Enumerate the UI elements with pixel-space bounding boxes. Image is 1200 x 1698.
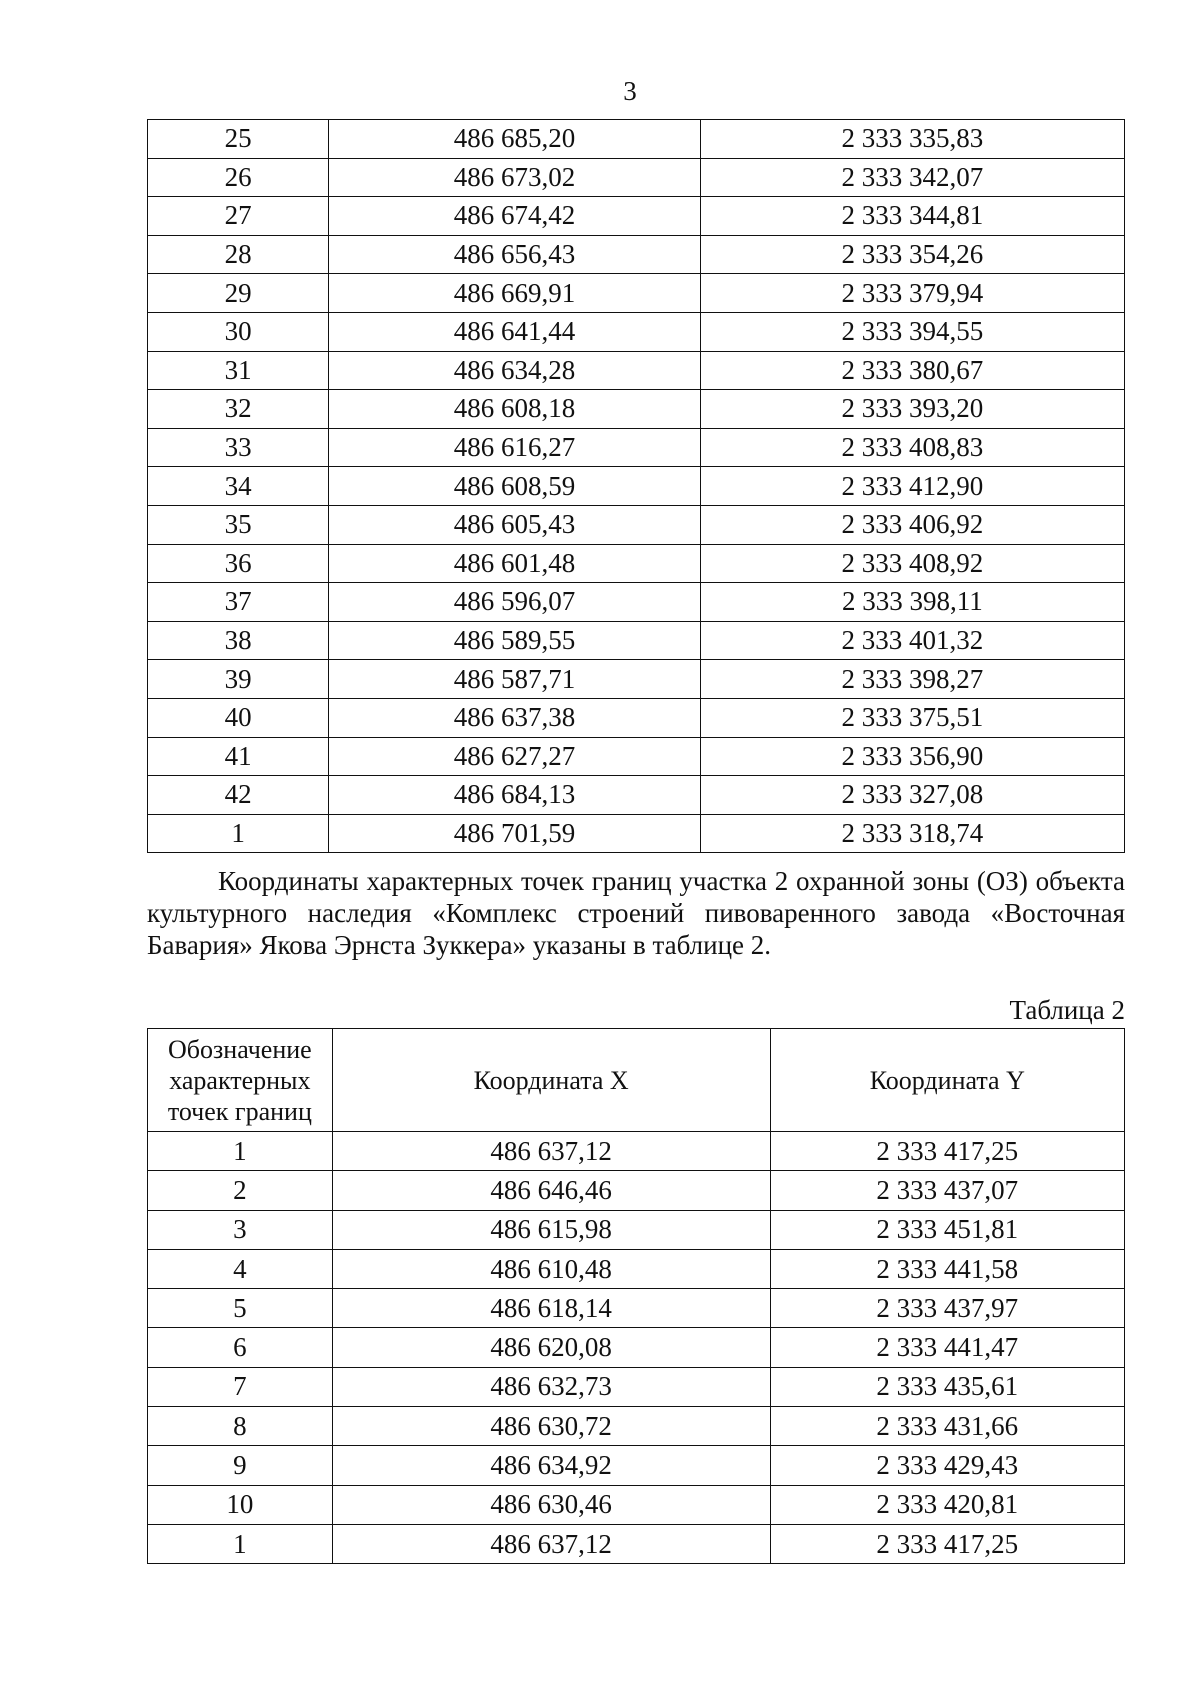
coordinate-y-cell: 2 333 398,11 [700,583,1124,622]
coordinate-x-cell: 486 605,43 [329,505,701,544]
point-number-cell: 30 [148,312,329,351]
table-row [148,660,1125,699]
coordinate-x-cell: 486 608,59 [329,467,701,506]
coordinate-x-cell: 486 630,46 [332,1485,770,1524]
coordinate-y-cell: 2 333 342,07 [700,158,1124,197]
coordinate-x-cell: 486 634,92 [332,1446,770,1485]
point-number-cell: 27 [148,197,329,236]
coordinate-y-cell: 2 333 344,81 [700,197,1124,236]
table-row [148,1407,1125,1446]
coordinates-table-1 [147,119,1125,853]
coordinate-x-cell: 486 608,18 [329,390,701,429]
coordinate-y-cell: 2 333 408,92 [700,544,1124,583]
table-row [148,351,1125,390]
coordinate-y-cell: 2 333 327,08 [700,776,1124,815]
point-number-cell: 10 [148,1485,333,1524]
table-row [148,776,1125,815]
coordinates-table-1-body [148,120,1125,853]
table-row [148,467,1125,506]
coordinate-y-cell: 2 333 412,90 [700,467,1124,506]
table-row [148,1132,1125,1171]
table-row [148,737,1125,776]
table-row [148,583,1125,622]
coordinate-y-cell: 2 333 431,66 [770,1407,1124,1446]
description-paragraph: Координаты характерных точек границ участка 2 охранной зоны (ОЗ) объекта культурного наследия «Комплекс строений пивоваренного завода «Восточная Бавария» Якова Эрнста Зуккера» указаны в таблице 2. [147,866,1125,960]
coordinate-x-cell: 486 618,14 [332,1289,770,1328]
coordinate-y-cell: 2 333 394,55 [700,312,1124,351]
header-coordinate-x: Координата X [332,1029,770,1132]
table-row [148,390,1125,429]
coordinate-y-cell: 2 333 335,83 [700,120,1124,159]
coordinate-y-cell: 2 333 429,43 [770,1446,1124,1485]
point-number-cell: 36 [148,544,329,583]
coordinate-y-cell: 2 333 318,74 [700,814,1124,853]
coordinate-x-cell: 486 601,48 [329,544,701,583]
table-row [148,698,1125,737]
point-number-cell: 8 [148,1407,333,1446]
coordinate-x-cell: 486 596,07 [329,583,701,622]
coordinate-x-cell: 486 684,13 [329,776,701,815]
coordinate-y-cell: 2 333 420,81 [770,1485,1124,1524]
coordinates-table-2 [147,1028,1125,1564]
coordinate-x-cell: 486 637,12 [332,1524,770,1563]
coordinate-y-cell: 2 333 379,94 [700,274,1124,313]
point-number-cell: 3 [148,1210,333,1249]
coordinate-x-cell: 486 620,08 [332,1328,770,1367]
coordinate-y-cell: 2 333 406,92 [700,505,1124,544]
point-number-cell: 41 [148,737,329,776]
table-row [148,1171,1125,1210]
coordinate-x-cell: 486 610,48 [332,1249,770,1288]
point-number-cell: 37 [148,583,329,622]
coordinate-x-cell: 486 669,91 [329,274,701,313]
coordinate-x-cell: 486 656,43 [329,235,701,274]
table-row [148,1485,1125,1524]
coordinate-y-cell: 2 333 451,81 [770,1210,1124,1249]
point-number-cell: 9 [148,1446,333,1485]
coordinate-y-cell: 2 333 441,47 [770,1328,1124,1367]
coordinate-y-cell: 2 333 380,67 [700,351,1124,390]
table-row [148,120,1125,159]
coordinate-x-cell: 486 627,27 [329,737,701,776]
table-row [148,1367,1125,1406]
table-row [148,428,1125,467]
coordinate-x-cell: 486 673,02 [329,158,701,197]
point-number-cell: 25 [148,120,329,159]
table-row [148,1249,1125,1288]
table-row [148,621,1125,660]
coordinate-x-cell: 486 589,55 [329,621,701,660]
point-number-cell: 2 [148,1171,333,1210]
point-number-cell: 6 [148,1328,333,1367]
table-row [148,197,1125,236]
point-number-cell: 29 [148,274,329,313]
coordinates-table-2-header [148,1029,1125,1132]
point-number-cell: 4 [148,1249,333,1288]
point-number-cell: 1 [148,814,329,853]
coordinate-x-cell: 486 641,44 [329,312,701,351]
coordinate-y-cell: 2 333 401,32 [700,621,1124,660]
table-row [148,235,1125,274]
page-number: 3 [623,76,637,106]
coordinate-y-cell: 2 333 441,58 [770,1249,1124,1288]
coordinate-y-cell: 2 333 393,20 [700,390,1124,429]
point-number-cell: 40 [148,698,329,737]
coordinate-x-cell: 486 630,72 [332,1407,770,1446]
coordinate-y-cell: 2 333 417,25 [770,1524,1124,1563]
coordinate-x-cell: 486 587,71 [329,660,701,699]
coordinate-y-cell: 2 333 408,83 [700,428,1124,467]
table-2-caption: Таблица 2 [1009,995,1125,1025]
coordinate-y-cell: 2 333 417,25 [770,1132,1124,1171]
table-header-row [148,1029,1125,1132]
table-row [148,312,1125,351]
table-row [148,544,1125,583]
point-number-cell: 34 [148,467,329,506]
coordinate-y-cell: 2 333 375,51 [700,698,1124,737]
point-number-cell: 33 [148,428,329,467]
coordinate-x-cell: 486 701,59 [329,814,701,853]
point-number-cell: 5 [148,1289,333,1328]
point-number-cell: 39 [148,660,329,699]
table-row [148,274,1125,313]
point-number-cell: 26 [148,158,329,197]
coordinate-x-cell: 486 637,38 [329,698,701,737]
coordinate-y-cell: 2 333 398,27 [700,660,1124,699]
table-row [148,1328,1125,1367]
table-row [148,1446,1125,1485]
header-coordinate-y: Координата Y [770,1029,1124,1132]
coordinate-y-cell: 2 333 437,97 [770,1289,1124,1328]
point-number-cell: 28 [148,235,329,274]
coordinate-x-cell: 486 616,27 [329,428,701,467]
coordinate-x-cell: 486 674,42 [329,197,701,236]
table-row [148,1210,1125,1249]
coordinate-x-cell: 486 685,20 [329,120,701,159]
coordinate-y-cell: 2 333 435,61 [770,1367,1124,1406]
table-row [148,158,1125,197]
coordinate-x-cell: 486 615,98 [332,1210,770,1249]
table-row [148,1289,1125,1328]
point-number-cell: 32 [148,390,329,429]
point-number-cell: 31 [148,351,329,390]
point-number-cell: 1 [148,1132,333,1171]
point-number-cell: 38 [148,621,329,660]
coordinate-x-cell: 486 646,46 [332,1171,770,1210]
table-row [148,814,1125,853]
coordinate-x-cell: 486 632,73 [332,1367,770,1406]
coordinate-y-cell: 2 333 437,07 [770,1171,1124,1210]
header-point-designation: Обозначение характерных точек границ [148,1029,333,1132]
coordinate-y-cell: 2 333 356,90 [700,737,1124,776]
table-row [148,1524,1125,1563]
point-number-cell: 35 [148,505,329,544]
coordinate-x-cell: 486 637,12 [332,1132,770,1171]
table-row [148,505,1125,544]
point-number-cell: 1 [148,1524,333,1563]
coordinate-y-cell: 2 333 354,26 [700,235,1124,274]
coordinate-x-cell: 486 634,28 [329,351,701,390]
point-number-cell: 7 [148,1367,333,1406]
coordinates-table-2-body [148,1132,1125,1564]
point-number-cell: 42 [148,776,329,815]
